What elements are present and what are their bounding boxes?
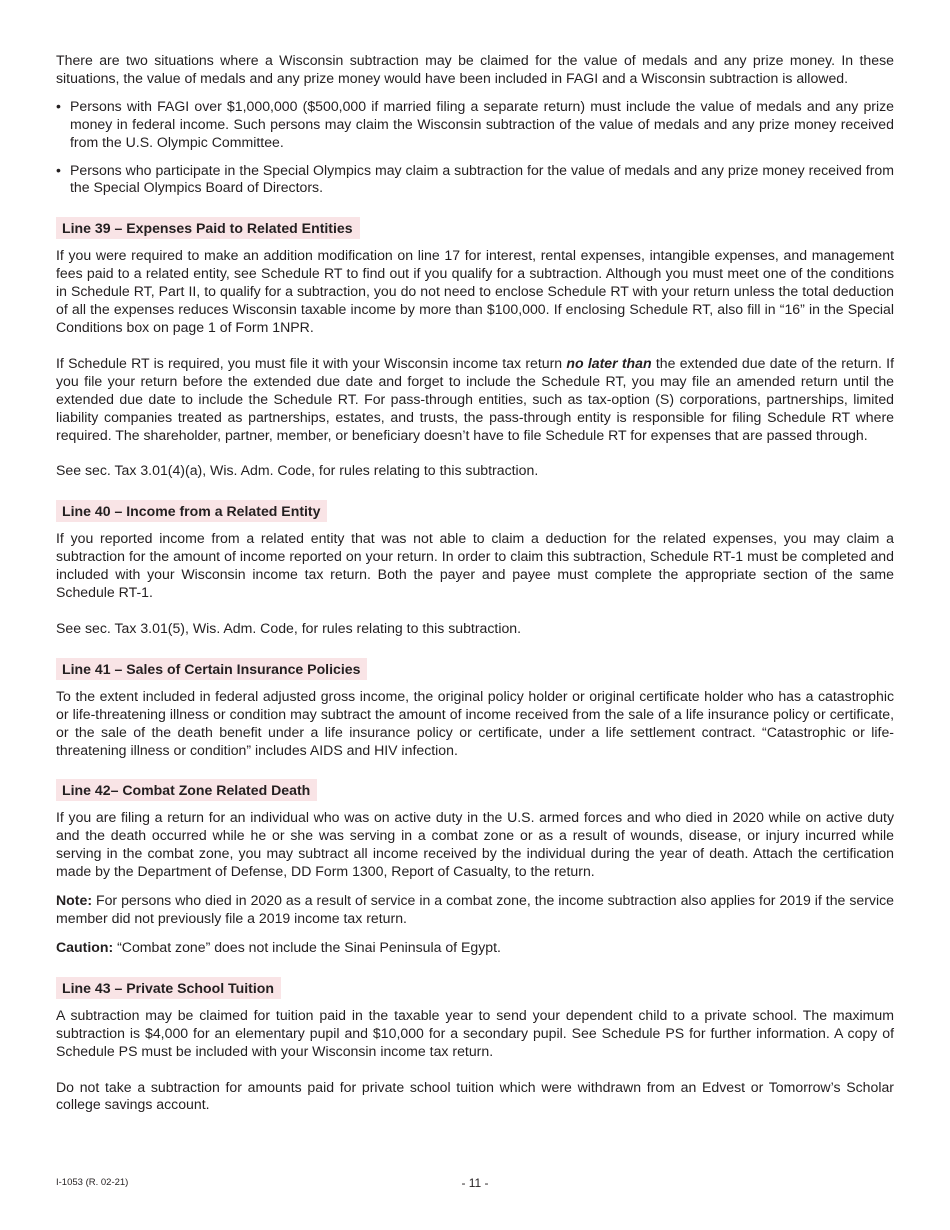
- line-39-text-before: If Schedule RT is required, you must file it with your Wisconsin income tax return: [56, 354, 567, 371]
- section-heading-line-43: Line 43 – Private School Tuition: [56, 977, 281, 999]
- line-42-caution: [56, 939, 894, 957]
- line-43-paragraph-1: A subtraction may be claimed for tuition paid in the taxable year to send your dependent child to a private school. The maximum subtraction is $4,000 for an elementary pupil and $10,000 for a secondary pupil. See Schedule PS for further information. A copy of Schedule PS must be included with your Wisconsin income tax return.: [56, 1006, 894, 1059]
- bullet-list: [56, 98, 894, 198]
- line-41-paragraph-1: To the extent included in federal adjusted gross income, the original policy holder or original certificate holder who has a catastrophic or life-threatening illness or condition may subtract the amount of income received from the sale of a life insurance policy or certificate, or the sale of the death benefit under a life insurance policy or certificate, under a life settlement contract. “Catastrophic or life-threatening illness or condition” includes AIDS and HIV infection.: [56, 687, 894, 758]
- line-39-text-after: the extended due date of the return. If you file your return before the extended due date and forget to include the Schedule RT, you may file an amended return until the extended due date to include the Schedule RT. For pass-through entities, such as tax-option (S) corporations, partnerships, limited liability companies treated as partnerships, estates, and trusts, the pass-through entity is responsible for filing Schedule RT where required. The shareholder, partner, member, or beneficiary doesn’t have to file Schedule RT for expenses that are passed through.: [56, 354, 894, 443]
- bullet-text: Persons who participate in the Special Olympics may claim a subtraction for the value of medals and any prize money received from the Special Olympics Board of Directors.: [70, 161, 894, 196]
- list-item: [56, 98, 894, 152]
- section-heading-line-40: Line 40 – Income from a Related Entity: [56, 500, 327, 522]
- bullet-text: Persons with FAGI over $1,000,000 ($500,000 if married filing a separate return) must include the value of medals and any prize money in federal income. Such persons may claim the Wisconsin subtraction of the value of medals and any prize money received from the U.S. Olympic Committee.: [70, 97, 894, 150]
- line-39-paragraph-2: [56, 355, 894, 445]
- section-heading-line-42: Line 42– Combat Zone Related Death: [56, 779, 317, 801]
- page-number: - 11 -: [461, 1176, 489, 1190]
- line-42-note: [56, 892, 894, 928]
- intro-paragraph: There are two situations where a Wisconsin subtraction may be claimed for the value of medals and any prize money. In these situations, the value of medals and any prize money would have been included in FAGI and a Wisconsin subtraction is allowed.: [56, 52, 894, 86]
- note-text: For persons who died in 2020 as a result of service in a combat zone, the income subtraction also applies for 2019 if the service member did not previously file a 2019 income tax return.: [56, 892, 894, 926]
- line-39-paragraph-3: See sec. Tax 3.01(4)(a), Wis. Adm. Code, for rules relating to this subtraction.: [56, 462, 539, 479]
- form-id: I-1053 (R. 02-21): [56, 1177, 129, 1188]
- line-39-paragraph-1: If you were required to make an addition modification on line 17 for interest, rental expenses, intangible expenses, and management fees paid to a related entity, see Schedule RT to find out if you qualify for a subtraction. Although you must meet one of the conditions in Schedule RT, Part II, to qualify for a subtraction, you do not need to enclose Schedule RT with your return unless the total deduction of all the expenses reduces Wisconsin taxable income by more than $100,000. If enclosing Schedule RT, also fill in “16” in the Special Conditions box on page 1 of Form 1NPR.: [56, 247, 894, 335]
- bullet-icon: •: [56, 161, 61, 178]
- line-42-paragraph-1: If you are filing a return for an individual who was on active duty in the U.S. armed forces and who died in 2020 while on active duty and the death occurred while he or she was serving in a combat zone or as a result of wounds, disease, or injury incurred while serving in the combat zone, you may subtract all income received by the individual during the year of death. Attach the certification made by the Department of Defense, DD Form 1300, Report of Casualty, to the return.: [56, 809, 894, 880]
- page-content: [56, 52, 894, 1114]
- caution-label: Caution:: [56, 938, 114, 955]
- line-40-paragraph-2: See sec. Tax 3.01(5), Wis. Adm. Code, for rules relating to this subtraction.: [56, 619, 522, 636]
- bullet-icon: •: [56, 97, 61, 114]
- section-heading-line-39: Line 39 – Expenses Paid to Related Entities: [56, 217, 360, 239]
- caution-text: “Combat zone” does not include the Sinai Peninsula of Egypt.: [113, 938, 501, 955]
- line-43-paragraph-2: Do not take a subtraction for amounts paid for private school tuition which were withdrawn from an Edvest or Tomorrow’s Scholar college savings account.: [56, 1078, 894, 1113]
- note-label: Note:: [56, 892, 93, 909]
- line-40-paragraph-1: If you reported income from a related entity that was not able to claim a deduction for the related expenses, you may claim a subtraction for the amount of income reported on your return. In order to claim this subtraction, Schedule RT-1 must be completed and included with your Wisconsin income tax return. Both the payer and payee must complete the appropriate section of the same Schedule RT-1.: [56, 530, 894, 601]
- line-39-emphasis: no later than: [566, 354, 652, 371]
- list-item: [56, 162, 894, 198]
- section-heading-line-41: Line 41 – Sales of Certain Insurance Policies: [56, 658, 367, 680]
